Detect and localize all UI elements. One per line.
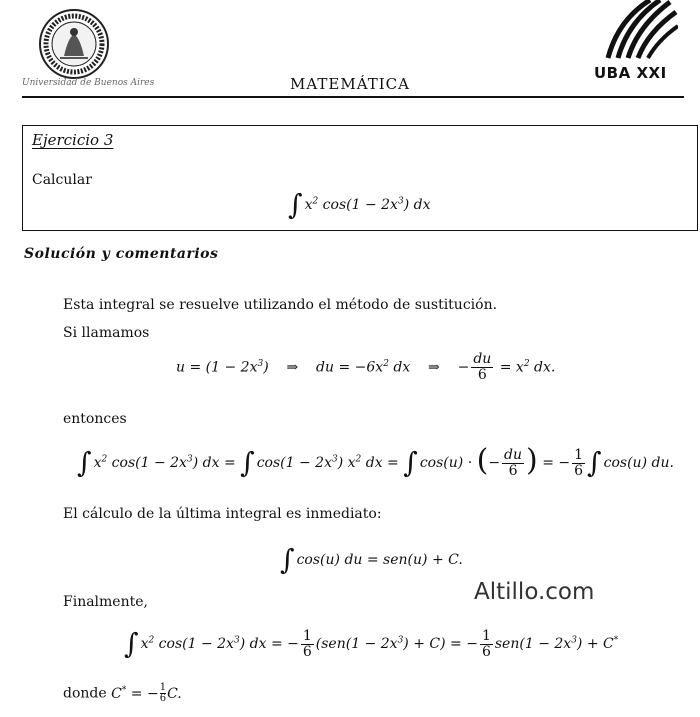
final-result: ∫ $x^2$ $\cos(1 - 2x^3)$ dx = − $\frac{1}{6}$ $(sen(1 - 2x^3) + C)$ = − $\frac{1}{6}$ $sen(1 - 2x^3) + C^*$ [124, 627, 619, 660]
solution-title: Solución y comentarios [24, 246, 219, 262]
where-prefix: donde [63, 685, 107, 702]
solution-intro: Esta integral se resuelve utilizando el método de sustitución. [63, 297, 498, 313]
exercise-title: Ejercicio 3 [32, 131, 114, 149]
uba-xxi-logo [588, 0, 678, 60]
constant-definition: donde C* = − $\frac{1}{6}$ C. [63, 682, 182, 704]
uba-xxi-label: UBA XXI [594, 64, 667, 82]
exercise-integral: ∫ $x^2$ $\cos(1 - 2x^3)$ dx [288, 188, 431, 221]
page-title: MATEMÁTICA [290, 75, 410, 93]
exercise-instruction: Calcular [32, 172, 92, 188]
integral-transformation: ∫ $x^2$ $\cos(1 - 2x^3)$ dx = ∫ $\cos(1 - 2x^3)$ $x^2$ dx = ∫ cos(u) · (− $\frac{du}{6}$ ) = − $\frac{1}{6}$ ∫ cos(u) du. [77, 443, 674, 479]
immediate-integral: ∫ cos(u) du = sen(u) + C. [280, 543, 463, 576]
watermark: Altillo.com [474, 579, 595, 605]
uba-seal-logo [38, 8, 110, 80]
finally-text: Finalmente, [63, 594, 148, 610]
last-integral-text: El cálculo de la última integral es inmediato: [63, 506, 382, 522]
logo-caption: Universidad de Buenos Aires [22, 78, 155, 88]
substitution-equation: $u = (1 - 2x^3)$ ⇒ du = $-6x^2$ dx ⇒ − $\frac{du}{6}$ = $x^2$ dx. [176, 351, 556, 383]
header-divider [22, 96, 684, 98]
then-text: entonces [63, 411, 127, 427]
substitution-lead: Si llamamos [63, 325, 150, 341]
